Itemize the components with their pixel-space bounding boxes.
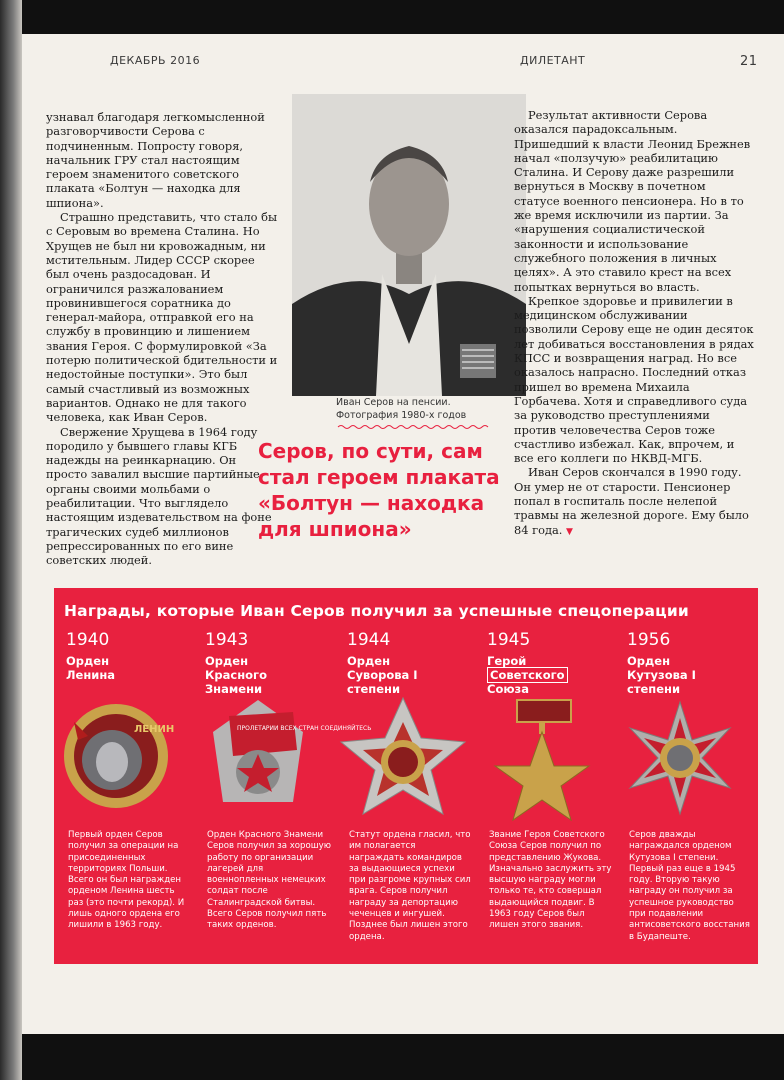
page-number: 21 xyxy=(740,54,758,69)
award-name xyxy=(487,654,623,696)
award-card xyxy=(66,630,202,931)
award-year: 1940 xyxy=(66,630,110,650)
issue-date: ДЕКАБРЬ 2016 xyxy=(110,54,201,67)
award-description: Первый орден Серов получил за операции на присоединенных территориях Польши. Всего он был награжден орденом Ленина шесть раз (это почти рекорд). И лишь одного ордена его лишили в 1963 году. xyxy=(68,830,185,931)
award-name-line: Союза xyxy=(487,682,529,696)
award-card xyxy=(487,630,623,931)
award-name: Орден Красного Знамени xyxy=(205,654,267,696)
award-card xyxy=(627,630,763,942)
end-of-article-icon: ▼ xyxy=(566,526,573,537)
paragraph: Иван Серов скончался в 1990 году. Он умер не от старости. Пенсионер попал в госпиталь после нелепой травмы на железной дороге. Ему было 84 года. xyxy=(514,465,749,537)
award-name-line: Советского xyxy=(487,667,568,683)
award-description: Звание Героя Советского Союза Серов получил по представлению Жукова. Изначально заслужить эту высшую награду могли только те, кто совершал выдающийся подвиг. В 1963 году Серов был лишен этого звания. xyxy=(489,830,612,931)
caption-line: Фотография 1980-х годов xyxy=(336,410,467,421)
medal-inscription: ПРОЛЕТАРИИ ВСЕХ СТРАН СОЕДИНЯЙТЕСЬ xyxy=(237,725,372,732)
awards-panel xyxy=(54,588,758,964)
award-name: Орден Суворова I степени xyxy=(347,654,418,696)
order-red-banner-icon xyxy=(193,692,372,822)
award-year: 1944 xyxy=(347,630,391,650)
caption-wave-decoration xyxy=(338,424,488,430)
magazine-name: ДИЛЕТАНТ xyxy=(520,54,586,67)
paragraph: Свержение Хрущева в 1964 году породило у бывшего главы КГБ надежды на реинкарнацию. Он просто завалил высшие партийные органы своими мольбами о реабилитации. Что выглядело настоящим издевательством на фоне трагических судеб миллионов репрессированных по его вине советских людей. xyxy=(46,424,272,568)
paragraph: узнавал благодаря легкомысленной разговорчивости Серова с подчиненным. Попросту говоря, начальник ГРУ стал настоящим героем знаменитого советского плаката «Болтун — находка для шпиона». xyxy=(46,110,265,210)
order-of-kutuzov-icon xyxy=(615,692,745,822)
paragraph: Страшно представить, что стало бы с Серовым во времена Сталина. Но Хрущев не был ни кровожадным, ни мстительным. Лидер СССР скорее был очень раздосадован. И ограничился разжалованием провинившегося соратника до генерал-майора, отправкой его на службу в провинцию и лишением звания Героя. С формулировкой «За потерю политической бдительности и недостойные поступки». Это был самый счастливый из возможных вариантов. Однако не для такого человека, как Иван Серов. xyxy=(46,210,278,425)
award-name: Орден Ленина xyxy=(66,654,116,682)
award-name-line: Герой xyxy=(487,654,527,668)
award-year: 1945 xyxy=(487,630,531,650)
award-name: Орден Кутузова I степени xyxy=(627,654,696,696)
text-column-left xyxy=(46,110,278,568)
award-card xyxy=(347,630,483,942)
portrait-photo xyxy=(292,94,526,396)
photo-caption xyxy=(336,396,526,422)
medal-inscription: ЛЕНИН xyxy=(134,724,175,735)
order-of-suvorov-icon xyxy=(335,692,471,822)
award-description: Статут ордена гласил, что им полагается награждать командиров за выдающиеся успехи при разгроме крупных сил врага. Серов получил награду за депортацию чеченцев и ингушей. Позднее был лишен этого ордена. xyxy=(349,830,471,942)
magazine-spine xyxy=(0,0,22,1080)
magazine-page xyxy=(22,34,784,1034)
award-description: Орден Красного Знамени Серов получил за хорошую работу по организации лагерей для военнопленных немецких солдат после Сталинградской битвы. Всего Серов получил пять таких орденов. xyxy=(207,830,331,931)
award-description: Серов дважды награждался орденом Кутузова I степени. Первый раз еще в 1945 году. Вторую такую награду он получил за успешное руководство при подавлении антисоветского восстания в Будапеште. xyxy=(629,830,750,942)
paragraph: Результат активности Серова оказался парадоксальным. Пришедший к власти Леонид Брежнев начал «ползучую» реабилитацию Сталина. И Серову даже разрешили вернуться в Москву в почетном статусе военного пенсионера. Но в то же время исключили из партии. За «нарушения социалистической законности и использование служебного положения в личных целях». А это ставило крест на всех попытках вернуться во власть. xyxy=(514,108,751,294)
pull-quote: Серов, по сути, сам стал героем плаката «Болтун — находка для шпиона» xyxy=(258,439,500,541)
order-of-lenin-icon xyxy=(54,692,174,822)
text-column-right xyxy=(514,108,754,539)
award-year: 1956 xyxy=(627,630,671,650)
hero-gold-star-icon xyxy=(487,696,607,836)
paragraph: Крепкое здоровье и привилегии в медицинском обслуживании позволили Серову еще не один десяток лет добиваться восстановления в рядах КПСС и возвращения наград. Но все оказалось напрасно. Последний отказ пришел во времена Михаила Горбачева. Хотя и справедливого суда за руководство преступлениями против человечества Серов тоже счастливо избежал. Как, впрочем, и все его коллеги по НКВД-МГБ. xyxy=(514,293,754,466)
awards-title: Награды, которые Иван Серов получил за успешные спецоперации xyxy=(64,602,689,620)
award-year: 1943 xyxy=(205,630,249,650)
caption-line: Иван Серов на пенсии. xyxy=(336,397,451,408)
